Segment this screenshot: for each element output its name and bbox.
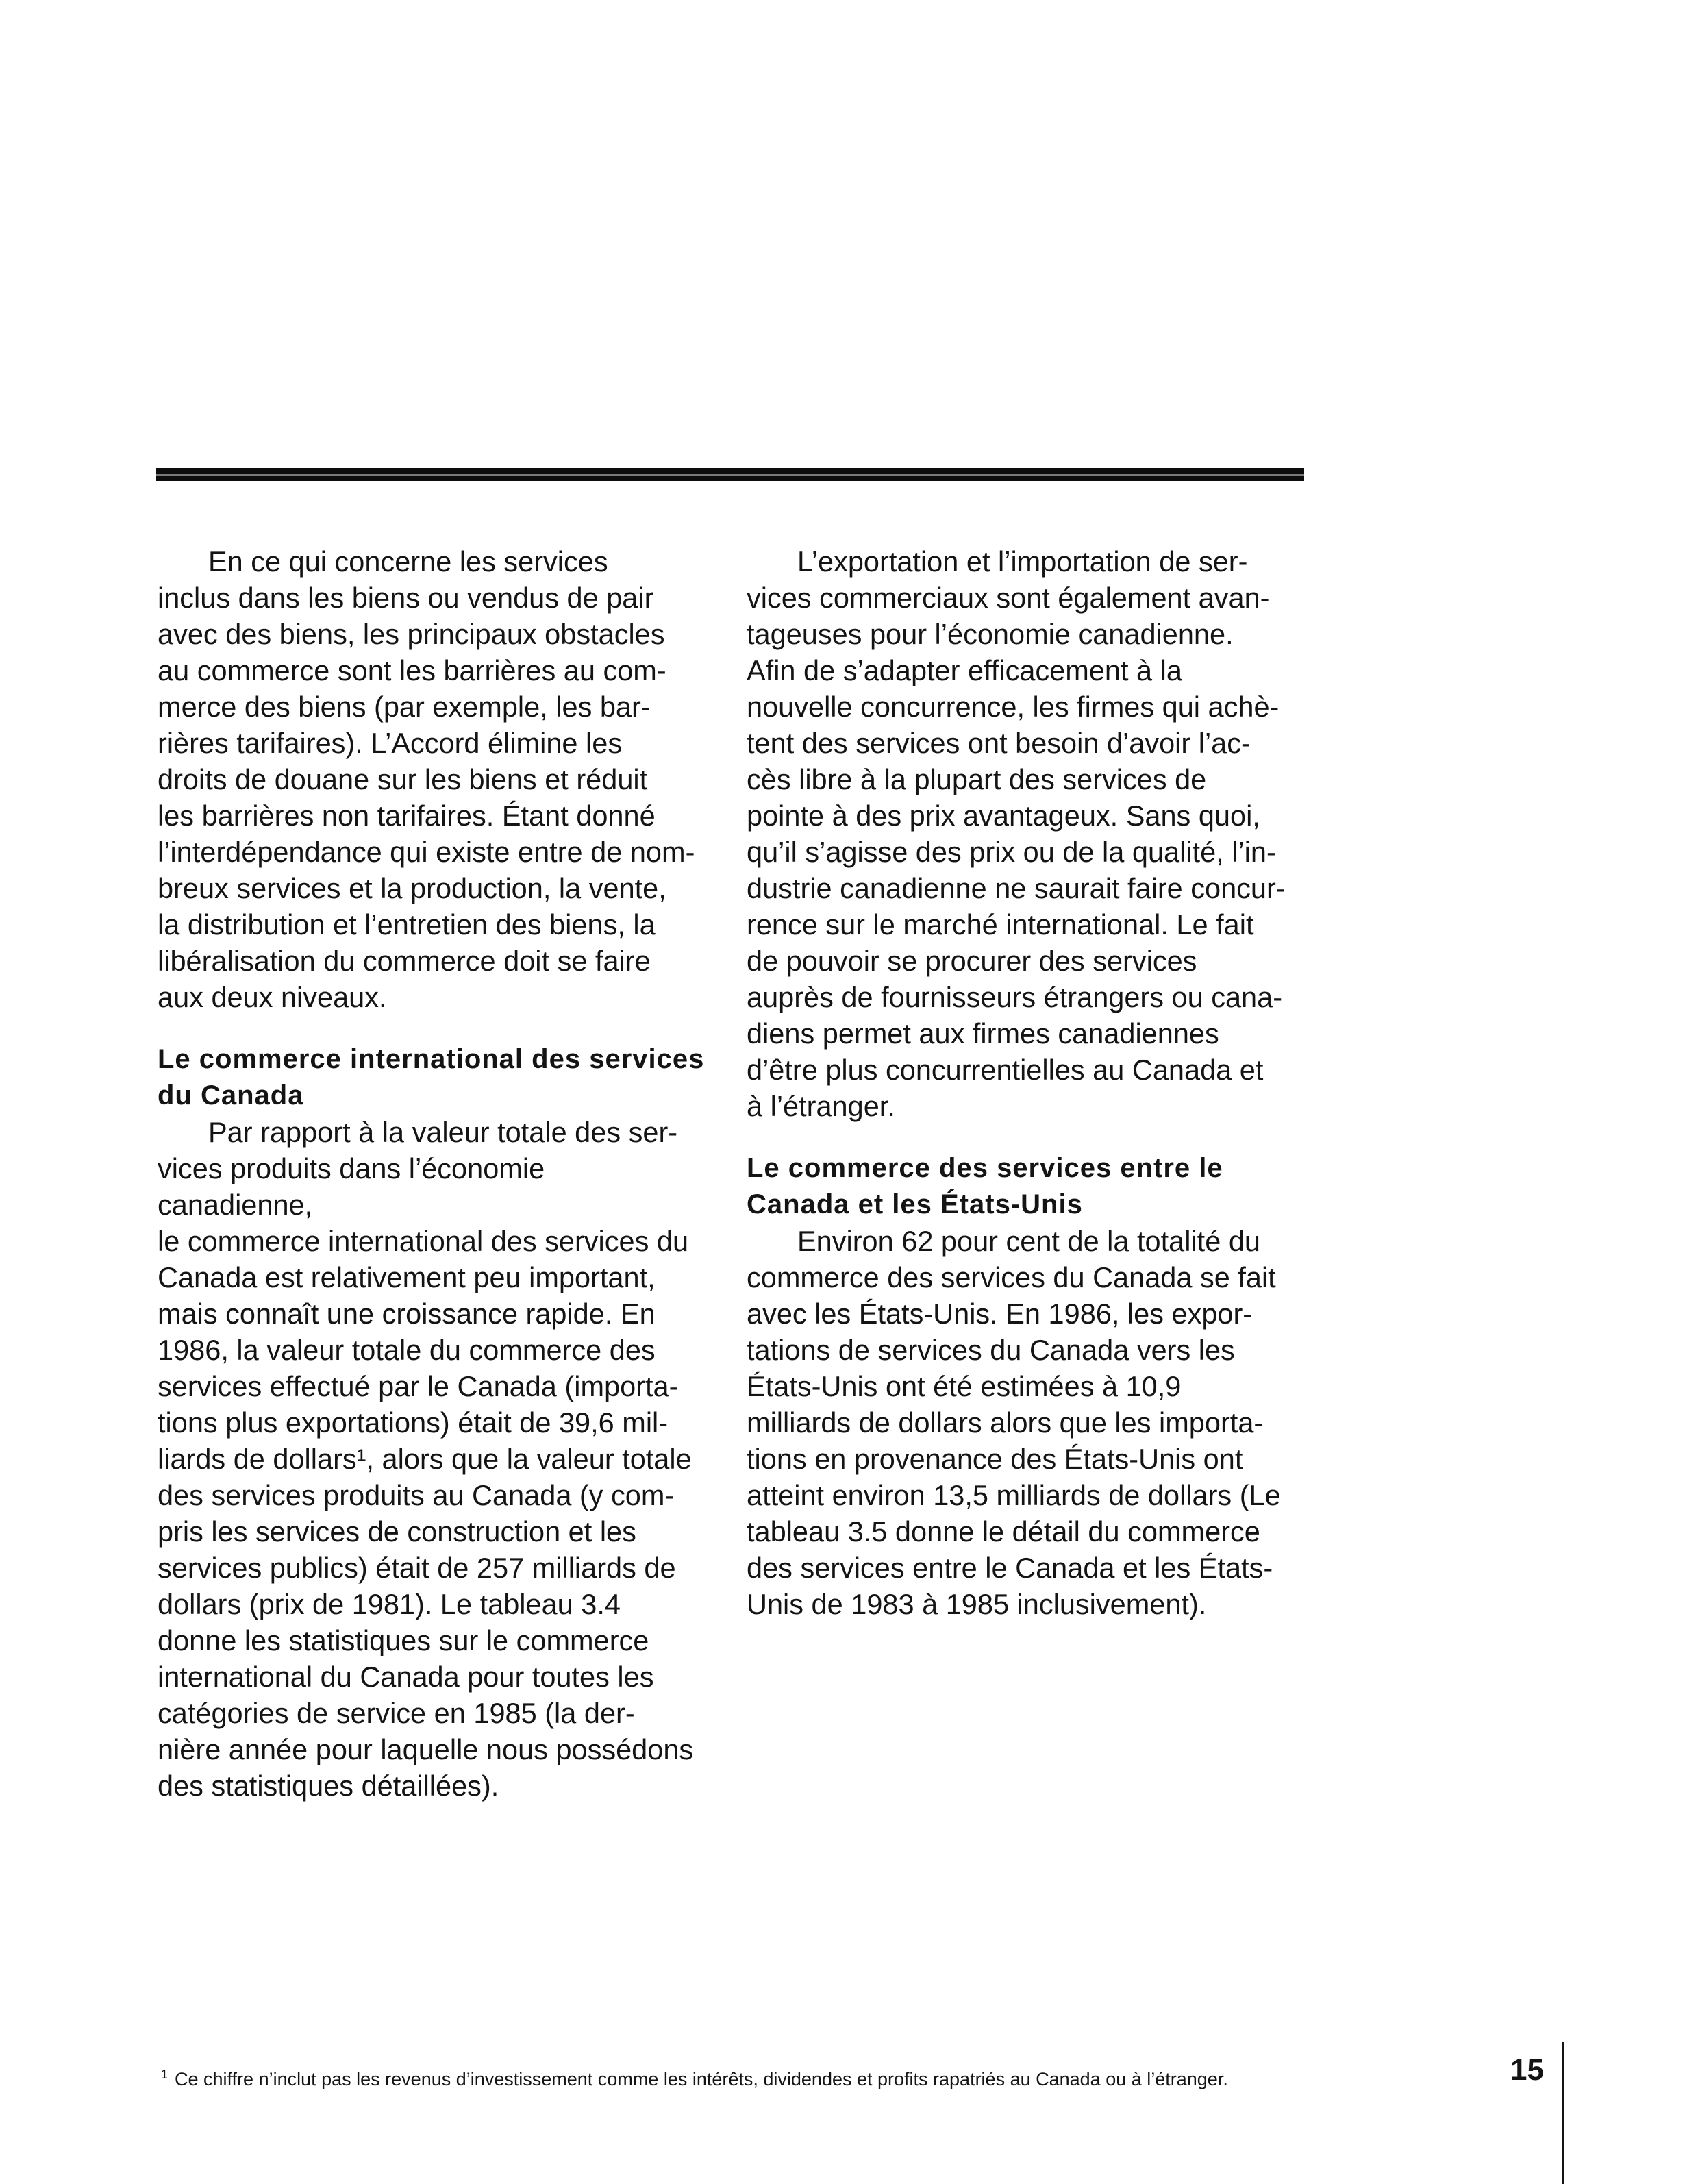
right-paragraph-us-trade: Environ 62 pour cent de la totalité du commerce des services du Canada se fait avec les États-Unis. En 1986, les expor- tations de services du Canada vers les États-Unis ont été estimées à 10,9 milliards de dollars alors que les importa- tions en provenance des États-Unis ont atteint environ 13,5 milliards de dollars (Le tableau 3.5 donne le détail du commerce des services entre le Canada et les États- Unis de 1983 à 1985 inclusivement). — [747, 1225, 1281, 1620]
footnote-marker: 1 — [161, 2068, 168, 2081]
page-number: 15 — [1510, 2053, 1544, 2087]
footnote — [161, 2063, 1228, 2091]
right-paragraph-commercial-services: L’exportation et l’importation de ser- vices commerciaux sont également avan- tageuses pour l’économie canadienne. Afin de s’adapter efficacement à la nouvelle concurrence, les firmes qui achè- tent des services ont besoin d’avoir l’ac- cès libre à la plupart des services de pointe à des prix avantageux. Sans quoi, qu’il s’agisse des prix ou de la qualité, l’in- dustrie canadienne ne saurait faire concur- rence sur le marché international. Le fait de pouvoir se procurer des services auprès de fournisseurs étrangers ou cana- diens permet aux firmes canadiennes d’être plus concurrentielles au Canada et à l’étranger. — [747, 545, 1286, 1122]
left-paragraph-trade-value: Par rapport à la valeur totale des ser- vices produits dans l’économie canadienne, le commerce international des services du Canada est relativement peu important, mais connaît une croissance rapide. En 1986, la valeur totale du commerce des services effectué par le Canada (importa- tions plus exportations) était de 39,6 mil- liards de dollars¹, alors que la valeur totale des services produits au Canada (y com- pris les services de construction et les services publics) était de 257 milliards de dollars (prix de 1981). Le tableau 3.4 donne les statistiques sur le commerce international du Canada pour toutes les catégories de service en 1985 (la der- nière année pour laquelle nous possédons des statistiques détaillées). — [158, 1116, 694, 1802]
footnote-text: Ce chiffre n’inclut pas les revenus d’investissement comme les intérêts, dividendes et profits rapatriés au Canada ou à l’étranger. — [175, 2069, 1228, 2089]
margin-bar — [1562, 2042, 1564, 2184]
section-rule — [156, 468, 1304, 481]
left-column — [158, 543, 706, 1804]
right-column — [747, 543, 1295, 1622]
heading-international-trade: Le commerce international des services du Canada — [158, 1044, 705, 1110]
left-paragraph-goods-services: En ce qui concerne les services inclus dans les biens ou vendus de pair avec des biens, les principaux obstacles au commerce sont les barrières au com- merce des biens (par exemple, les bar- rières tarifaires). L’Accord élimine les droits de douane sur les biens et réduit les barrières non tarifaires. Étant donné l’interdépendance qui existe entre de nom- breux services et la production, la vente, la distribution et l’entretien des biens, la libéralisation du commerce doit se faire aux deux niveaux. — [158, 545, 695, 1013]
heading-canada-us-trade: Le commerce des services entre le Canada et les États-Unis — [747, 1153, 1223, 1219]
